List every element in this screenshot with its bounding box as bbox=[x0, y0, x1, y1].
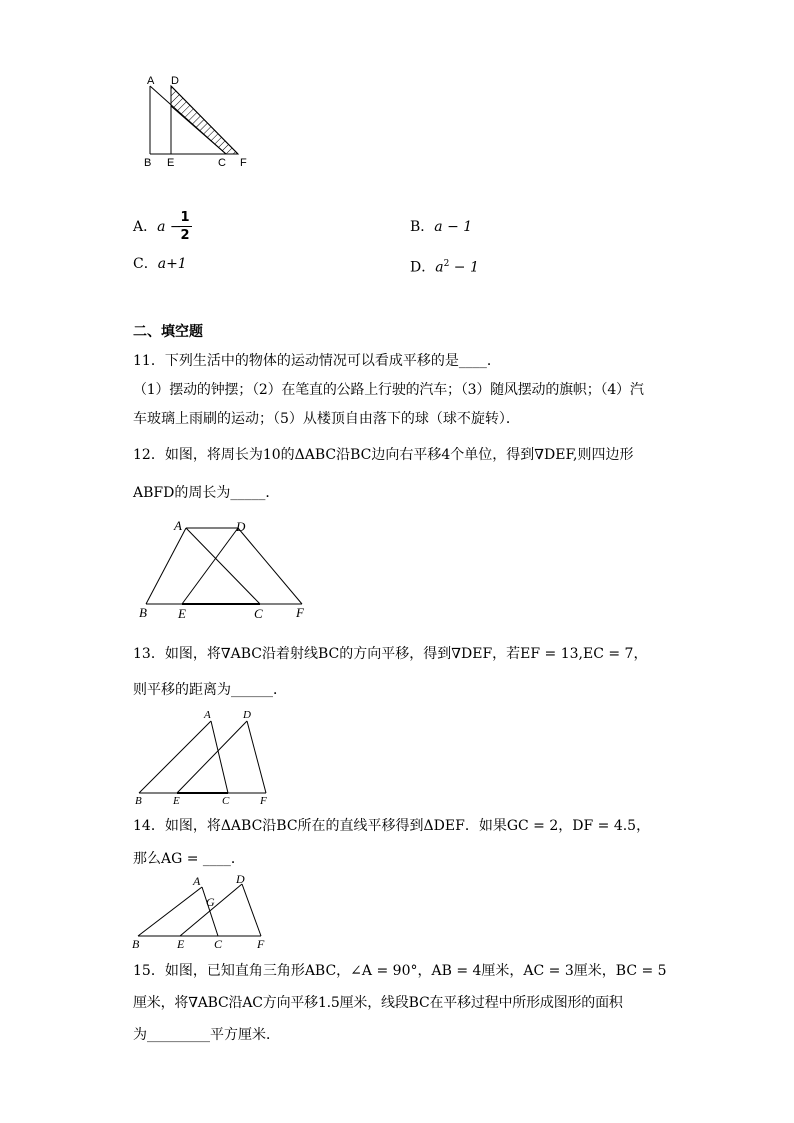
q10-option-d-sup: 2 bbox=[443, 259, 450, 269]
q11-line1: 11．下列生活中的物体的运动情况可以看成平移的是____． bbox=[133, 353, 501, 369]
q13-line2: 则平移的距离为______． bbox=[133, 682, 287, 698]
q13-label-d: D bbox=[243, 709, 251, 721]
q13-segment-df bbox=[247, 721, 266, 793]
q13-label-f: F bbox=[260, 795, 267, 807]
q14-line2: 那么AG = ____． bbox=[133, 851, 245, 867]
q15-line3: 为_________平方厘米． bbox=[133, 1027, 280, 1043]
q13-label-b: B bbox=[135, 795, 142, 807]
q14-label-g: G bbox=[206, 895, 215, 909]
q12-label-d: D bbox=[236, 519, 246, 534]
q14-segment-df bbox=[242, 884, 261, 936]
q10-option-a-fraction bbox=[178, 210, 192, 243]
q12-label-a: A bbox=[174, 518, 182, 533]
q10-fraction-numerator: 1 bbox=[180, 210, 190, 225]
q15-line2: 厘米，将∇ABC沿AC方向平移1.5厘米，线段BC在平移过程中所形成图形的面积 bbox=[133, 995, 623, 1011]
q10-label-c: C bbox=[218, 157, 226, 169]
q10-fraction-denominator: 2 bbox=[180, 228, 190, 243]
q12-line1: 12．如图，将周长为10的ΔABC沿BC边向右平移4个单位，得到∇DEF,则四边形 bbox=[133, 447, 634, 463]
q14-figure bbox=[130, 870, 275, 950]
q10-label-f: F bbox=[240, 157, 247, 169]
q10-option-a-prefix: a − bbox=[157, 219, 182, 235]
q12-line2: ABFD的周长为_____． bbox=[133, 485, 280, 501]
q13-segment-de bbox=[177, 721, 247, 793]
q13-figure bbox=[133, 705, 283, 807]
q10-option-d-tail: − 1 bbox=[449, 259, 479, 276]
q14-segment-ab bbox=[138, 887, 202, 936]
q10-option-d bbox=[410, 255, 479, 277]
q13-segment-ab bbox=[139, 721, 211, 793]
q10-option-d-letter: D． bbox=[410, 259, 436, 276]
q14-label-a: A bbox=[193, 874, 201, 888]
q12-label-f: F bbox=[296, 605, 304, 620]
q10-figure bbox=[140, 70, 260, 170]
q12-label-e: E bbox=[178, 606, 186, 621]
q14-segment-de bbox=[180, 884, 242, 936]
q14-label-f: F bbox=[257, 937, 265, 950]
q15-line1: 15．如图，已知直角三角形ABC，∠A = 90°，AB = 4厘米，AC = 3厘米，BC = 5 bbox=[133, 963, 667, 979]
q10-option-c-letter: C． bbox=[133, 256, 158, 272]
q14-label-d: D bbox=[236, 872, 245, 886]
q11-line2: （1）摆动的钟摆；（2）在笔直的公路上行驶的汽车；（3）随风摆动的旗帜；（4）汽 bbox=[133, 382, 644, 398]
q10-option-c bbox=[133, 255, 187, 273]
q10-option-a-letter: A． bbox=[133, 219, 158, 235]
q10-label-d: D bbox=[171, 75, 179, 87]
q14-label-e: E bbox=[177, 937, 185, 950]
q10-segment-ac bbox=[150, 86, 226, 154]
q10-option-b-letter: B． bbox=[410, 219, 435, 235]
q10-option-d-base: a bbox=[435, 259, 444, 276]
q13-line1: 13．如图，将∇ABC沿着射线BC的方向平移，得到∇DEF，若EF = 13,EC = 7， bbox=[133, 646, 648, 662]
q13-label-a: A bbox=[204, 709, 211, 721]
q10-option-a bbox=[133, 218, 182, 236]
q10-option-b bbox=[410, 218, 472, 236]
q13-segment-ac bbox=[211, 721, 228, 793]
q12-segment-ac bbox=[186, 528, 260, 604]
section-title: 二、填空题 bbox=[133, 324, 203, 340]
q14-label-b: B bbox=[132, 937, 140, 950]
q12-segment-df bbox=[238, 528, 302, 604]
q13-label-c: C bbox=[222, 795, 230, 807]
q12-label-b: B bbox=[139, 605, 147, 620]
q12-segment-ab bbox=[146, 528, 186, 604]
q10-segment-df bbox=[171, 86, 238, 154]
q10-fraction-bar bbox=[178, 226, 192, 227]
q10-label-e: E bbox=[167, 157, 175, 169]
q10-label-a: A bbox=[147, 75, 155, 87]
q12-label-c: C bbox=[254, 606, 263, 621]
q10-option-b-expr: a − 1 bbox=[434, 219, 473, 235]
q12-figure bbox=[136, 518, 316, 623]
q13-label-e: E bbox=[173, 795, 180, 807]
q12-segment-de bbox=[182, 528, 238, 604]
q14-line1: 14．如图，将ΔABC沿BC所在的直线平移得到ΔDEF．如果GC = 2，DF = 4.5， bbox=[133, 818, 651, 834]
q10-option-c-expr: a+1 bbox=[157, 256, 187, 272]
q14-label-c: C bbox=[214, 937, 223, 950]
q10-label-b: B bbox=[144, 157, 152, 169]
q11-line3: 车玻璃上雨刷的运动；（5）从楼顶自由落下的球（球不旋转）． bbox=[133, 411, 520, 427]
